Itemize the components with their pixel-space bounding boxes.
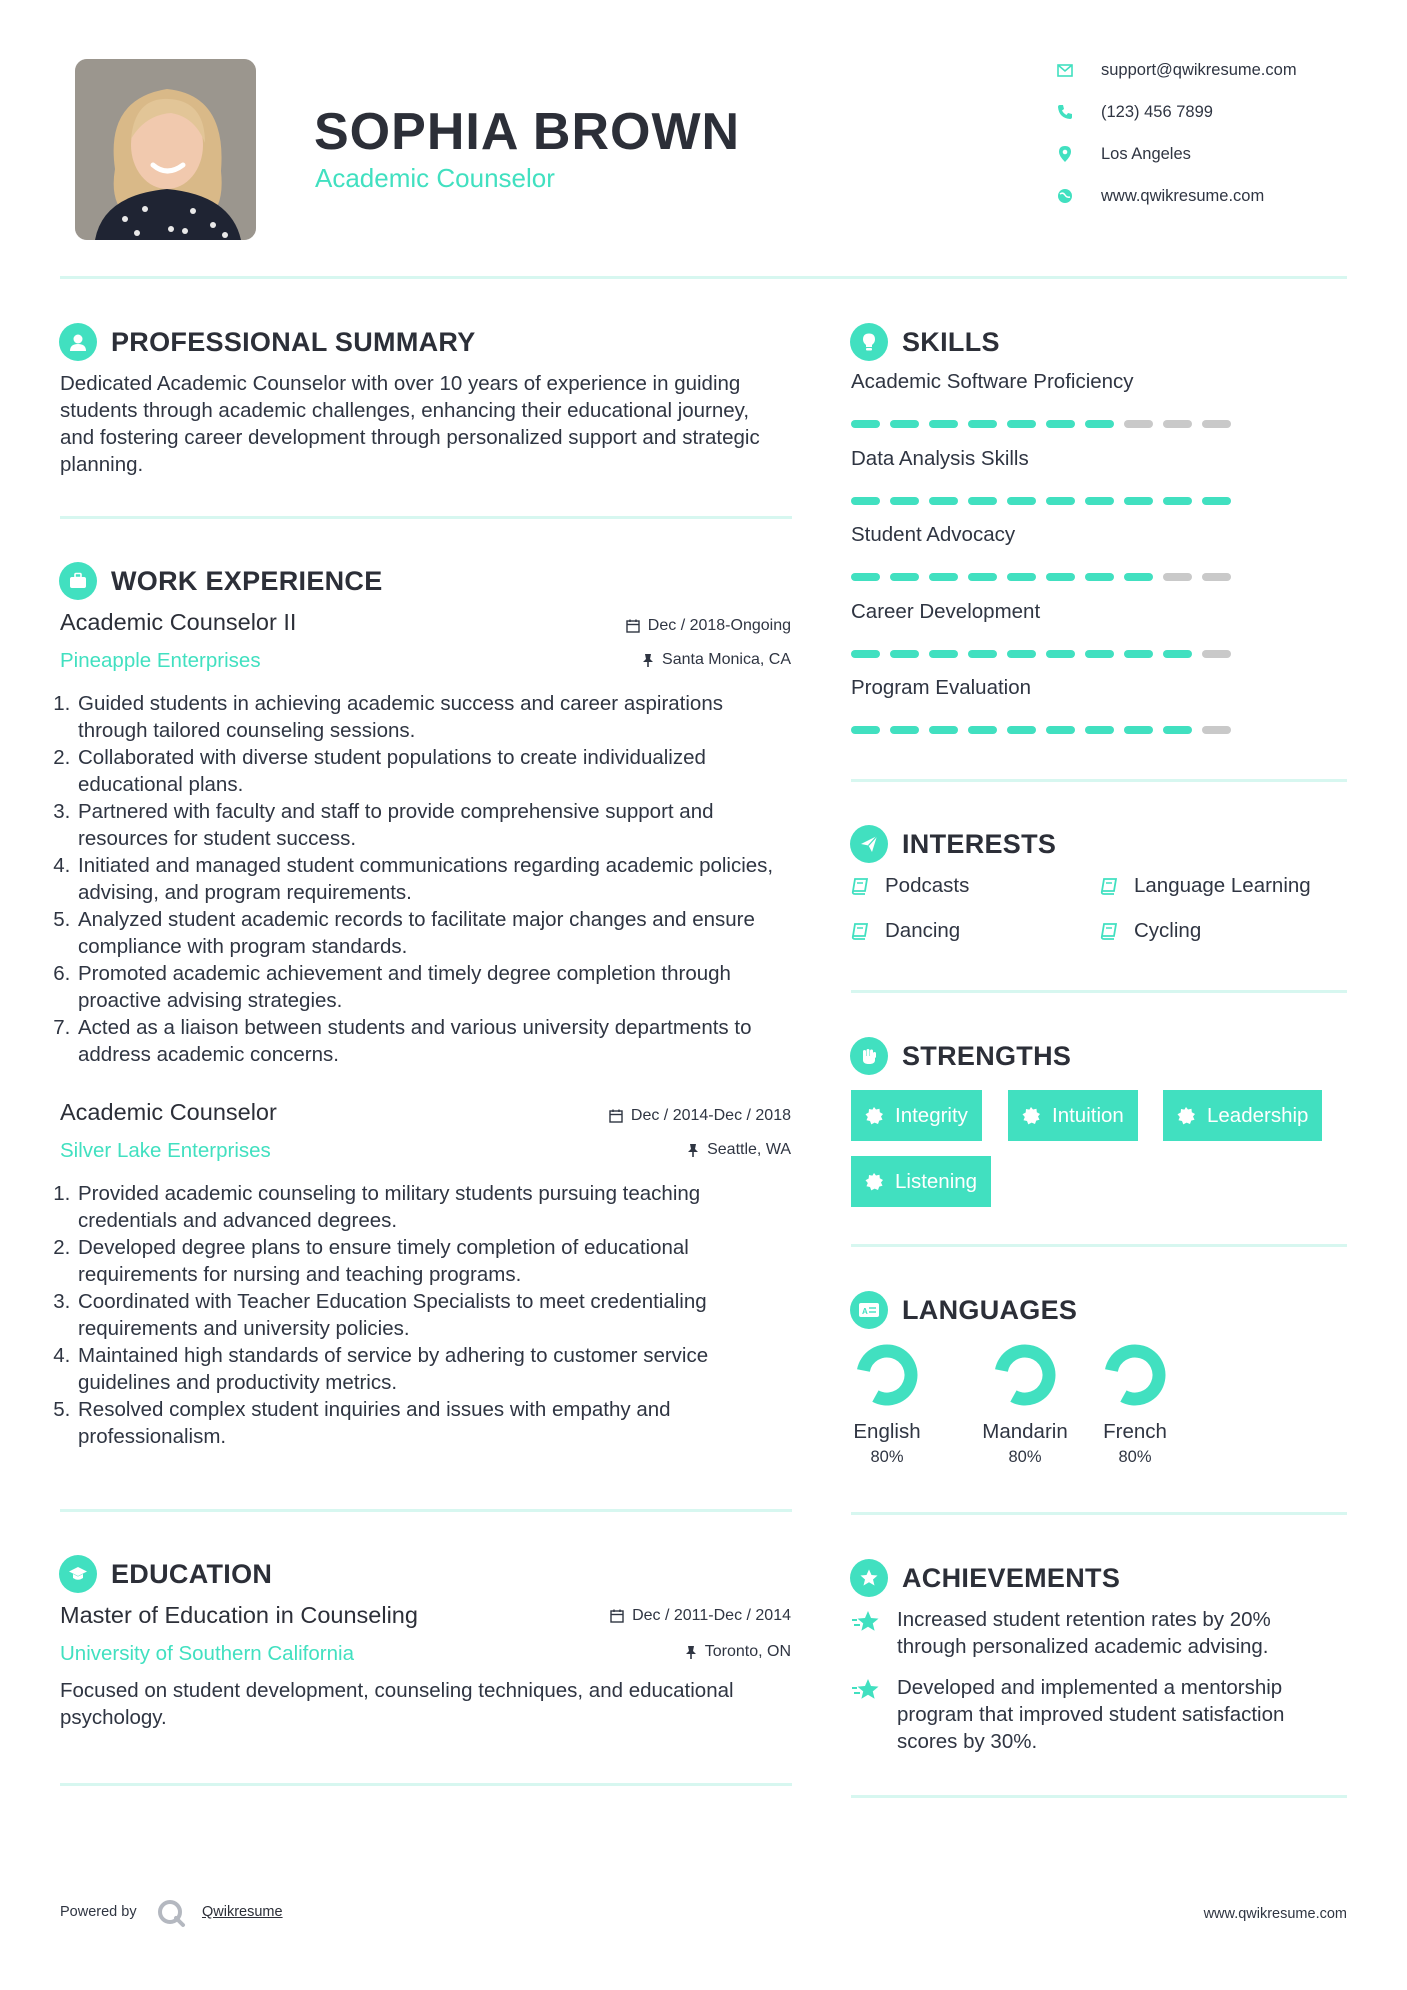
contact-email-text: support@qwikresume.com [1101, 60, 1297, 79]
list-item: 3. Coordinated with Teacher Education Specialists to meet credentialing requirements and university policies. [76, 1288, 786, 1342]
pushpin-icon [642, 653, 654, 668]
skill-level-segment [851, 573, 880, 581]
svg-text:A: A [862, 1307, 868, 1316]
qwikresume-link[interactable]: Qwikresume [202, 1904, 283, 1920]
language-level-arc [863, 1351, 911, 1399]
interests-divider [851, 990, 1347, 993]
interest-item: Podcasts [851, 874, 969, 898]
language-item [965, 1340, 1085, 1467]
paper-plane-icon [850, 825, 888, 863]
skills-divider [851, 779, 1347, 782]
skill-level-segment [929, 726, 958, 734]
interest-item: Language Learning [1100, 874, 1311, 898]
work-divider [60, 1509, 792, 1512]
education-divider [60, 1783, 792, 1786]
star-badge-icon [850, 1559, 888, 1597]
skill-level-segment [1163, 420, 1192, 428]
candidate-title: Academic Counselor [315, 163, 555, 193]
skill-level-segment [1046, 420, 1075, 428]
phone-icon [1055, 102, 1075, 122]
education-date: Dec / 2011-Dec / 2014 [610, 1607, 791, 1625]
list-item: 5. Resolved complex student inquiries and issues with empathy and professionalism. [76, 1396, 786, 1450]
skill-level-segment [968, 650, 997, 658]
achievements-heading: ACHIEVEMENTS [850, 1558, 1120, 1598]
badge-icon [865, 1107, 883, 1125]
list-item: 5. Analyzed student academic records to facilitate major changes and ensure compliance with program standards. [76, 906, 786, 960]
language-item [827, 1340, 947, 1467]
skill-level-segment [1202, 497, 1231, 505]
skill-label: Program Evaluation [851, 676, 1032, 699]
briefcase-icon [59, 562, 97, 600]
job-date: Dec / 2018-Ongoing [626, 617, 791, 635]
work-heading: WORK EXPERIENCE [59, 561, 383, 601]
interests-heading: INTERESTS [850, 824, 1056, 864]
skill-level-segment [890, 420, 919, 428]
interest-item: Cycling [1100, 919, 1201, 943]
list-item: 6. Promoted academic achievement and timely degree completion through proactive advising strategies. [76, 960, 786, 1014]
job-title: Academic Counselor [60, 1099, 277, 1125]
candidate-name: SOPHIA BROWN [314, 103, 741, 161]
skill-label: Career Development [851, 599, 1041, 623]
skill-level-bar [851, 573, 1231, 581]
strengths-divider [851, 1244, 1347, 1247]
skill-level-segment [851, 726, 880, 734]
location-pin-icon [1055, 144, 1075, 164]
contact-location [1055, 139, 1355, 169]
skill-level-segment [890, 573, 919, 581]
skill-level-bar [851, 497, 1231, 505]
skill-level-bar [851, 726, 1231, 734]
skill-level-segment [1007, 650, 1036, 658]
skill-level-segment [1085, 497, 1114, 505]
pushpin-icon [687, 1143, 699, 1158]
school-name: University of Southern California [60, 1642, 354, 1665]
education-heading: EDUCATION [59, 1554, 272, 1594]
list-item: 1. Guided students in achieving academic success and career aspirations through tailored counseling sessions. [76, 690, 786, 744]
strengths-heading: STRENGTHS [850, 1036, 1071, 1076]
skill-label: Data Analysis Skills [851, 446, 1029, 470]
skill-level-segment [1124, 573, 1153, 581]
contact-location-text: Los Angeles [1101, 144, 1191, 163]
contact-phone-text: (123) 456 7899 [1101, 102, 1213, 121]
skill-level-segment [1046, 650, 1075, 658]
skill-level-segment [1046, 726, 1075, 734]
badge-icon [1022, 1107, 1040, 1125]
skill-level-segment [1163, 650, 1192, 658]
list-item: 1. Provided academic counseling to military students pursuing teaching credentials and advanced degrees. [76, 1180, 786, 1234]
badge-icon [1177, 1107, 1195, 1125]
strength-chip: Leadership [1163, 1090, 1322, 1141]
skill-level-segment [1124, 650, 1153, 658]
qwikresume-logo-icon [156, 1898, 186, 1933]
language-name: English [853, 1420, 921, 1443]
skill-level-segment [851, 650, 880, 658]
language-level-ring [852, 1340, 922, 1410]
job-date: Dec / 2014-Dec / 2018 [609, 1107, 791, 1125]
book-icon [851, 877, 869, 895]
list-item: 3. Partnered with faculty and staff to provide comprehensive support and resources for student success. [76, 798, 786, 852]
skill-level-segment [1124, 497, 1153, 505]
globe-icon [1055, 186, 1075, 206]
list-item: 7. Acted as a liaison between students and various university departments to address academic concerns. [76, 1014, 786, 1068]
job-company: Pineapple Enterprises [60, 649, 261, 672]
skill-level-segment [1046, 497, 1075, 505]
skill-level-segment [1202, 726, 1231, 734]
skill-level-segment [929, 573, 958, 581]
job-bullets [56, 690, 786, 1068]
skill-level-segment [851, 497, 880, 505]
contact-website-text: www.qwikresume.com [1101, 186, 1265, 205]
degree-title: Master of Education in Counseling [60, 1602, 418, 1628]
skill-level-segment [890, 497, 919, 505]
badge-icon [865, 1173, 883, 1191]
skill-level-segment [1007, 726, 1036, 734]
list-item: 2. Developed degree plans to ensure timely completion of educational requirements for nursing and teaching programs. [76, 1234, 786, 1288]
skill-level-segment [968, 420, 997, 428]
strength-chip: Integrity [851, 1090, 982, 1141]
skill-level-segment [929, 420, 958, 428]
language-item [1075, 1340, 1195, 1467]
skill-level-segment [1085, 573, 1114, 581]
skill-level-segment [1124, 726, 1153, 734]
job-company: Silver Lake Enterprises [60, 1139, 271, 1162]
language-level-arc [1111, 1351, 1159, 1399]
education-location: Toronto, ON [685, 1643, 791, 1661]
calendar-icon [626, 619, 640, 633]
summary-text: Dedicated Academic Counselor with over 10 years of experience in guiding students through academic challenges, enhancing their educational journey, and fostering career development through personalized support and strategic planning. [60, 372, 760, 476]
lightbulb-icon [850, 323, 888, 361]
skill-level-segment [1085, 650, 1114, 658]
book-icon [1100, 877, 1118, 895]
interest-item: Dancing [851, 919, 960, 943]
job-title: Academic Counselor II [60, 609, 297, 635]
list-item: 4. Initiated and managed student communications regarding academic policies, advising, and program requirements. [76, 852, 786, 906]
job-bullets [56, 1180, 786, 1450]
footer-url[interactable]: www.qwikresume.com [1203, 1906, 1347, 1922]
achievements-divider [851, 1795, 1347, 1798]
skill-level-segment [1163, 726, 1192, 734]
language-level-ring [1100, 1340, 1170, 1410]
language-level-arc [1001, 1351, 1049, 1399]
skill-label: Student Advocacy [851, 523, 1016, 546]
strength-chip: Intuition [1008, 1090, 1138, 1141]
profile-photo [75, 59, 256, 240]
skill-level-segment [1124, 420, 1153, 428]
skill-level-bar [851, 650, 1231, 658]
summary-heading: PROFESSIONAL SUMMARY [59, 322, 476, 362]
languages-divider [851, 1512, 1347, 1515]
job-location: Seattle, WA [687, 1141, 791, 1159]
skill-level-segment [851, 420, 880, 428]
skill-level-segment [968, 726, 997, 734]
skill-level-segment [1085, 726, 1114, 734]
skill-level-segment [1202, 420, 1231, 428]
skill-level-segment [968, 497, 997, 505]
raised-fist-icon [850, 1037, 888, 1075]
skill-level-segment [968, 573, 997, 581]
skill-level-segment [1202, 573, 1231, 581]
skill-level-segment [890, 726, 919, 734]
skill-level-segment [1163, 573, 1192, 581]
language-name: French [1103, 1420, 1167, 1443]
language-percent: 80% [1008, 1448, 1042, 1466]
header-divider [60, 276, 1347, 279]
language-name: Mandarin [982, 1420, 1068, 1443]
email-icon [1055, 60, 1075, 80]
skill-level-segment [1007, 573, 1036, 581]
graduation-icon [59, 1555, 97, 1593]
strength-chip: Listening [851, 1156, 991, 1207]
skill-label: Academic Software Proficiency [851, 370, 1134, 393]
skill-level-segment [929, 497, 958, 505]
education-text: Focused on student development, counseling techniques, and educational psychology. [60, 1679, 734, 1729]
skill-level-segment [929, 650, 958, 658]
contact-email[interactable] [1055, 55, 1355, 85]
contact-phone[interactable] [1055, 97, 1355, 127]
list-item: 4. Maintained high standards of service by adhering to customer service guidelines and productivity metrics. [76, 1342, 786, 1396]
achievement-item: Increased student retention rates by 20% through personalized academic advising. [851, 1606, 1341, 1660]
skill-level-segment [1007, 420, 1036, 428]
calendar-icon [609, 1109, 623, 1123]
achievement-item: Developed and implemented a mentorship program that improved student satisfaction scores by 30%. [851, 1674, 1341, 1755]
pushpin-icon [685, 1645, 697, 1660]
languages-heading: A LANGUAGES [850, 1290, 1077, 1330]
language-percent: 80% [870, 1448, 904, 1466]
language-level-ring [990, 1340, 1060, 1410]
user-icon [59, 323, 97, 361]
star-icon [851, 1608, 883, 1636]
skill-level-bar [851, 420, 1231, 428]
skill-level-segment [1007, 497, 1036, 505]
skill-level-segment [1163, 497, 1192, 505]
job-location: Santa Monica, CA [642, 651, 791, 669]
language-card-icon [850, 1291, 888, 1329]
skill-level-segment [1046, 573, 1075, 581]
book-icon [1100, 922, 1118, 940]
list-item: 2. Collaborated with diverse student populations to create individualized educational plans. [76, 744, 786, 798]
skills-heading: SKILLS [850, 322, 1000, 362]
summary-divider [60, 516, 792, 519]
star-icon [851, 1676, 883, 1704]
contact-website[interactable] [1055, 181, 1355, 211]
skill-level-segment [1085, 420, 1114, 428]
book-icon [851, 922, 869, 940]
powered-by-label: Powered by [60, 1904, 137, 1920]
skill-level-segment [890, 650, 919, 658]
calendar-icon [610, 1609, 624, 1623]
skill-level-segment [1202, 650, 1231, 658]
language-percent: 80% [1118, 1448, 1152, 1466]
